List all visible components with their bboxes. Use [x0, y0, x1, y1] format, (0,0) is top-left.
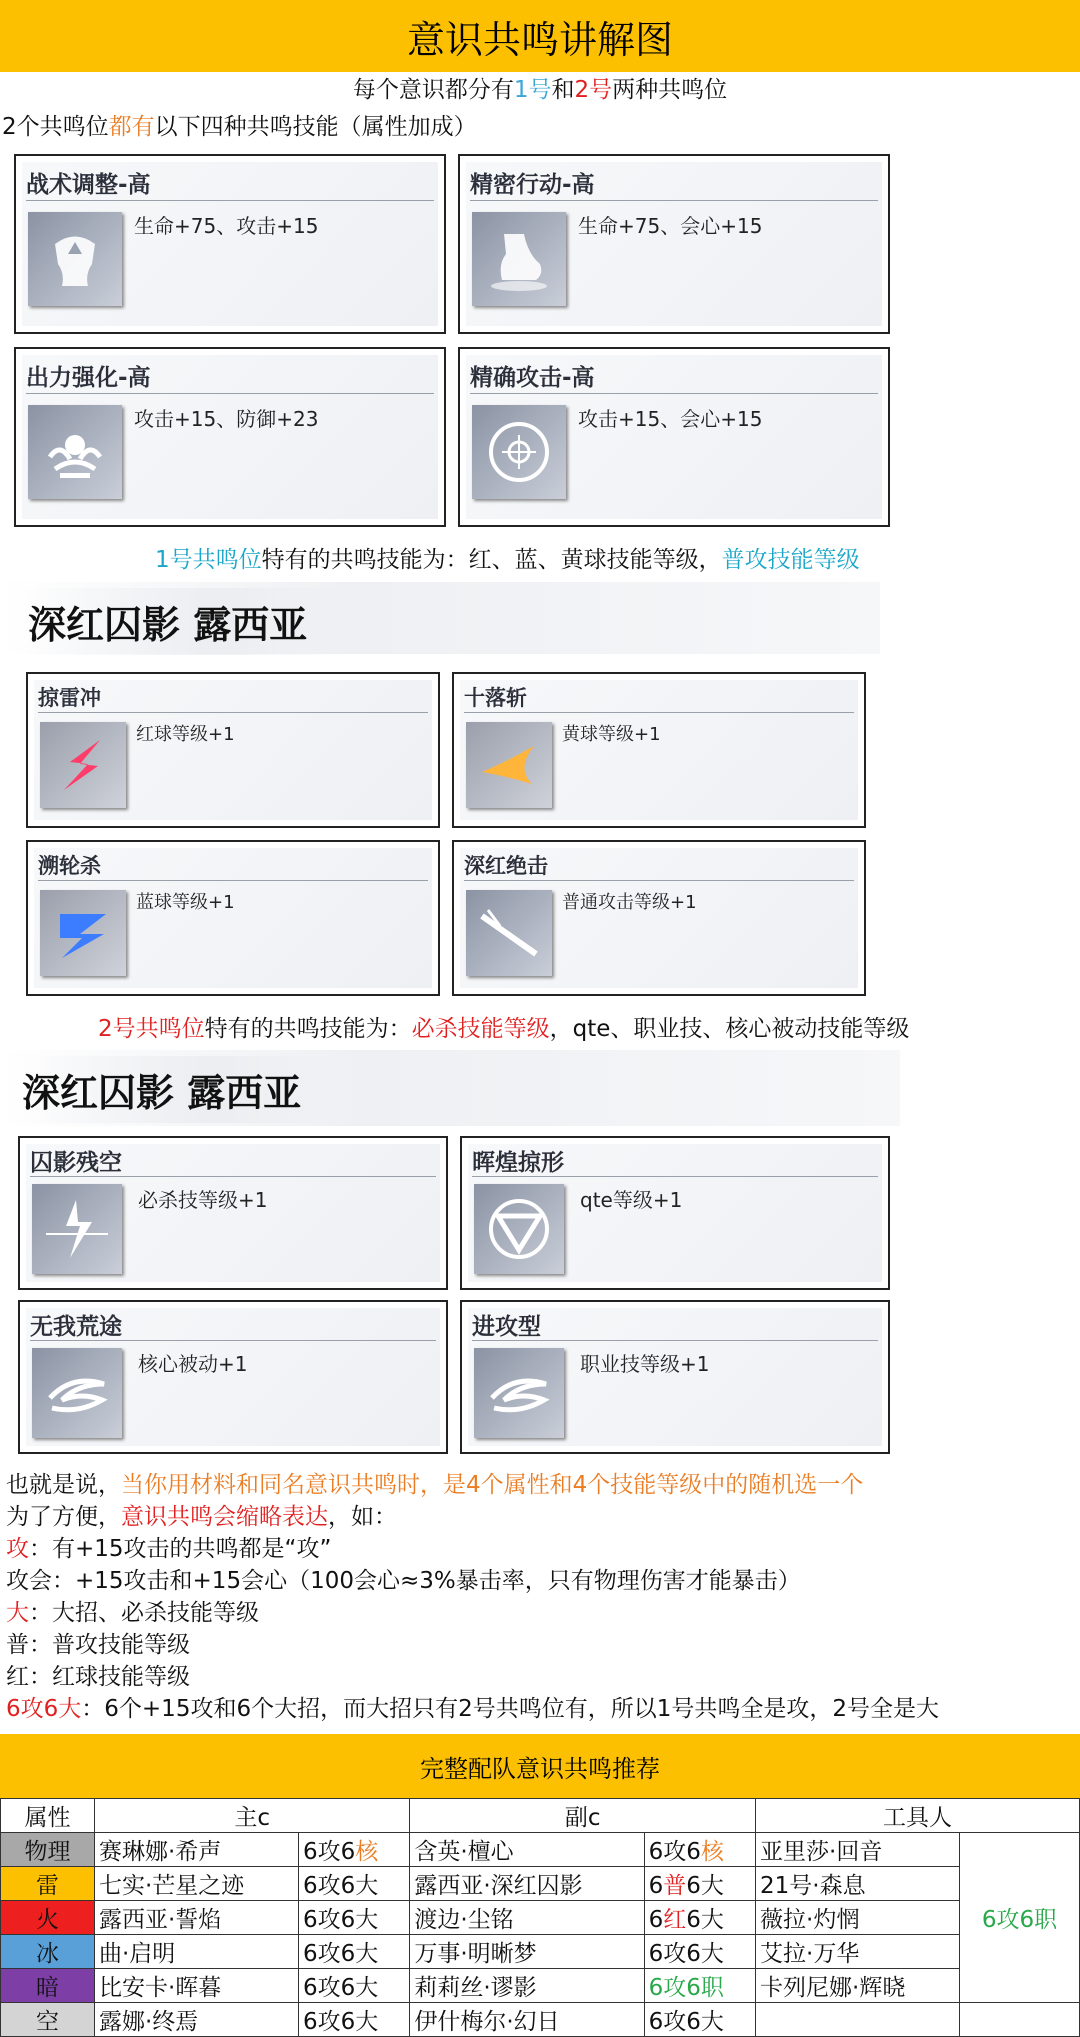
recommend-title: 完整配队意识共鸣推荐	[0, 1734, 1080, 1798]
tool-name: 亚里莎·回音	[756, 1833, 960, 1867]
box-desc: 必杀技等级+1	[138, 1188, 268, 1212]
box-desc: 职业技等级+1	[580, 1352, 710, 1376]
tool-res: 6攻6职	[960, 1833, 1080, 2003]
sub-c-res: 6攻6大	[644, 2003, 755, 2037]
divider	[38, 880, 428, 881]
sub-c-res: 6攻6大	[644, 1935, 755, 1969]
note-text: ：大招、必杀技能等级	[29, 1600, 259, 1626]
sub-c-res	[644, 1867, 755, 1901]
box-title: 精密行动-高	[470, 172, 595, 198]
header-attr: 属性	[1, 1799, 95, 1833]
skill-box-red	[26, 672, 440, 828]
tool-name	[756, 2003, 960, 2037]
skill-box-blue	[26, 840, 440, 996]
table-row	[1, 1901, 1080, 1935]
skill-box-basic	[452, 840, 866, 996]
intro-text: 2个共鸣位	[2, 114, 109, 140]
res-text: 6攻6	[302, 1839, 356, 1865]
note-7: 红：红球技能等级	[6, 1664, 190, 1690]
sub-c-name: 万事·明晰梦	[410, 1935, 644, 1969]
attr-box-tactics	[14, 154, 446, 334]
note-text: 也就是说，	[6, 1472, 121, 1498]
divider	[26, 200, 434, 201]
sub-c-res: 6攻6职	[644, 1969, 755, 2003]
box-title: 精确攻击-高	[470, 365, 595, 391]
attr-cell: 暗	[1, 1969, 95, 2003]
red-slash-icon	[40, 722, 126, 808]
header-tool: 工具人	[756, 1799, 1080, 1833]
attr-box-accuracy	[458, 347, 890, 527]
character-name: 深红囚影 露西亚	[16, 1056, 341, 1123]
divider	[30, 1340, 436, 1341]
table-row	[1, 1969, 1080, 2003]
divider	[26, 393, 434, 394]
box-desc: 核心被动+1	[138, 1352, 248, 1376]
attr-cell: 物理	[1, 1833, 95, 1867]
box-title: 掠雷冲	[38, 686, 101, 710]
emphasis-text: 意识共鸣会缩略表达	[121, 1504, 328, 1530]
table-row	[1, 1867, 1080, 1901]
emphasis-text: 都有	[108, 114, 155, 140]
table-row	[1, 1935, 1080, 1969]
box-desc: 黄球等级+1	[562, 724, 661, 745]
note-text: ：有+15攻击的共鸣都是“攻”	[29, 1536, 332, 1562]
intro-line-2	[2, 112, 477, 142]
box-desc: qte等级+1	[580, 1188, 683, 1212]
note-text: ，如：	[328, 1504, 397, 1530]
res-highlight: 核	[700, 1839, 724, 1865]
divider	[472, 1340, 878, 1341]
tactics-icon	[28, 212, 122, 306]
box-desc: 生命+75、攻击+15	[134, 214, 319, 238]
main-c-name: 赛琳娜·希声	[95, 1833, 299, 1867]
attr-box-power	[14, 347, 446, 527]
header-sub: 副c	[410, 1799, 756, 1833]
main-c-res: 6攻6大	[298, 2003, 409, 2037]
slot1-line	[155, 545, 860, 575]
main-c-res: 6攻6大	[298, 1867, 409, 1901]
skill-box-qte	[460, 1136, 890, 1290]
res-text: 6攻6	[648, 1839, 701, 1865]
main-c-res: 6攻6大	[298, 1901, 409, 1935]
table-header-row	[1, 1799, 1080, 1833]
blue-slash-icon	[40, 890, 126, 976]
res-highlight: 红	[663, 1907, 687, 1933]
abbr-label: 大	[6, 1600, 29, 1626]
sub-c-res	[644, 1833, 755, 1867]
triangle-icon	[474, 1184, 564, 1274]
crosshair-icon	[472, 405, 566, 499]
abbr-label: 6攻6大	[6, 1696, 82, 1722]
sub-c-name: 露西亚·深红囚影	[410, 1867, 644, 1901]
note-5	[6, 1598, 259, 1628]
intro-text: 和	[551, 77, 575, 103]
swirl-icon	[32, 1348, 122, 1438]
main-c-name: 七实·芒星之迹	[95, 1867, 299, 1901]
box-title: 十落斩	[464, 686, 527, 710]
divider	[464, 712, 854, 713]
box-desc: 蓝球等级+1	[136, 892, 235, 913]
note-2	[6, 1502, 397, 1532]
main-c-res	[298, 1833, 409, 1867]
intro-line-1	[0, 75, 1080, 105]
res-highlight: 普	[663, 1873, 687, 1899]
attr-cell: 冰	[1, 1935, 95, 1969]
slot1-label: 1号共鸣位	[155, 547, 262, 573]
emphasis-text: 必杀技能等级	[411, 1016, 550, 1042]
res-text: 6	[648, 1907, 664, 1933]
box-title: 晖煌掠形	[472, 1150, 564, 1176]
note-6: 普：普攻技能等级	[6, 1632, 190, 1658]
emphasis-text: 普攻技能等级	[721, 547, 860, 573]
recommend-table	[0, 1798, 1080, 2037]
box-title: 深红绝击	[464, 854, 548, 878]
intro-text: 以下四种共鸣技能（属性加成）	[154, 114, 477, 140]
sword-icon	[466, 890, 552, 976]
emphasis-text: 当你用材料和同名意识共鸣时，是4个属性和4个技能等级中的随机选一个	[121, 1472, 864, 1498]
box-desc: 普通攻击等级+1	[562, 892, 697, 913]
slot2-label: 2号共鸣位	[98, 1016, 205, 1042]
divider	[464, 880, 854, 881]
divider	[30, 1176, 436, 1177]
box-title: 溯轮杀	[38, 854, 101, 878]
main-c-name: 露娜·终焉	[95, 2003, 299, 2037]
tool-name: 艾拉·万华	[756, 1935, 960, 1969]
divider	[470, 393, 878, 394]
box-title: 战术调整-高	[26, 172, 151, 198]
slot2-text: 特有的共鸣技能为：	[204, 1016, 412, 1042]
sub-c-name: 伊什梅尔·幻日	[410, 2003, 644, 2037]
divider	[472, 1176, 878, 1177]
attr-cell: 雷	[1, 1867, 95, 1901]
main-c-name: 曲·启明	[95, 1935, 299, 1969]
note-1	[6, 1470, 863, 1500]
box-title: 囚影残空	[30, 1150, 122, 1176]
sub-c-name: 莉莉丝·谬影	[410, 1969, 644, 2003]
yellow-slash-icon	[466, 722, 552, 808]
table-row	[1, 2003, 1080, 2037]
box-desc: 生命+75、会心+15	[578, 214, 763, 238]
attr-cell: 火	[1, 1901, 95, 1935]
box-desc: 红球等级+1	[136, 724, 235, 745]
box-desc: 攻击+15、防御+23	[134, 407, 319, 431]
box-title: 进攻型	[472, 1314, 541, 1340]
box-title: 出力强化-高	[26, 365, 151, 391]
skill-box-core	[18, 1300, 448, 1454]
res-text: 6大	[686, 1873, 724, 1899]
power-icon	[28, 405, 122, 499]
sub-c-name: 渡边·尘铭	[410, 1901, 644, 1935]
divider	[470, 200, 878, 201]
main-c-name: 比安卡·晖暮	[95, 1969, 299, 2003]
slot2-text: ，qte、职业技、核心被动技能等级	[549, 1016, 910, 1042]
slot2-line	[98, 1014, 909, 1044]
res-text: 6	[648, 1873, 664, 1899]
header-main: 主c	[95, 1799, 410, 1833]
note-text: 为了方便，	[6, 1504, 121, 1530]
box-desc: 攻击+15、会心+15	[578, 407, 763, 431]
note-8	[6, 1694, 939, 1724]
table-row	[1, 1833, 1080, 1867]
note-4: 攻会：+15攻击和+15会心（100会心≈3%暴击率，只有物理伤害才能暴击）	[6, 1568, 801, 1594]
slot1-label: 1号	[513, 77, 552, 103]
res-text: 6大	[686, 1907, 724, 1933]
divider	[38, 712, 428, 713]
box-title: 无我荒途	[30, 1314, 122, 1340]
note-3	[6, 1534, 331, 1564]
main-c-res: 6攻6大	[298, 1969, 409, 2003]
note-text: ：6个+15攻和6个大招，而大招只有2号共鸣位有，所以1号共鸣全是攻，2号全是大	[81, 1696, 939, 1722]
intro-text: 两种共鸣位	[612, 77, 728, 103]
slot1-text: 特有的共鸣技能为：红、蓝、黄球技能等级，	[261, 547, 722, 573]
intro-text: 每个意识都分有	[352, 77, 514, 103]
main-c-res: 6攻6大	[298, 1935, 409, 1969]
tool-name: 21号·森息	[756, 1867, 960, 1901]
skill-box-ultimate	[18, 1136, 448, 1290]
character-name: 深红囚影 露西亚	[22, 588, 347, 655]
slot2-label: 2号	[574, 77, 613, 103]
sub-c-res	[644, 1901, 755, 1935]
res-highlight: 核	[355, 1839, 379, 1865]
tool-name: 卡列尼娜·辉晓	[756, 1969, 960, 2003]
lightning-icon	[32, 1184, 122, 1274]
skill-box-class	[460, 1300, 890, 1454]
main-c-name: 露西亚·誓焰	[95, 1901, 299, 1935]
skill-box-yellow	[452, 672, 866, 828]
attr-box-precision	[458, 154, 890, 334]
tool-res-empty	[960, 2003, 1080, 2037]
abbr-label: 攻	[6, 1536, 29, 1562]
sub-c-name: 含英·檀心	[410, 1833, 644, 1867]
boot-icon	[472, 212, 566, 306]
attr-cell: 空	[1, 2003, 95, 2037]
tool-name: 薇拉·灼惘	[756, 1901, 960, 1935]
swirl-icon	[474, 1348, 564, 1438]
page-title: 意识共鸣讲解图	[0, 0, 1080, 72]
